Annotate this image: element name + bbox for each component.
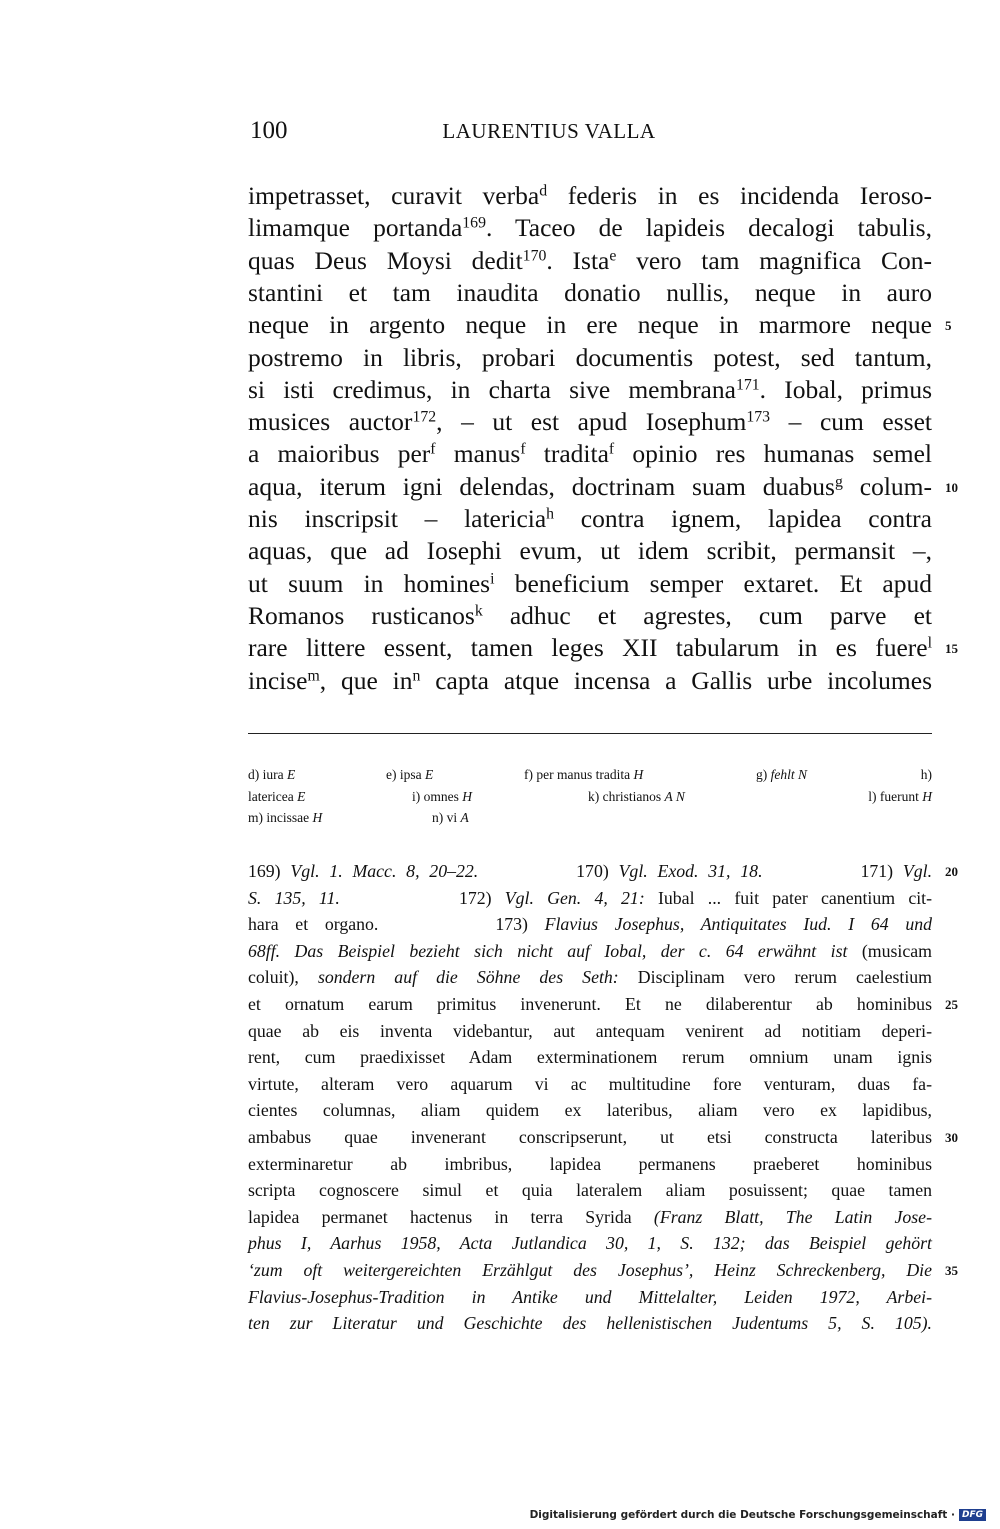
apparatus-entry: h) bbox=[920, 767, 932, 782]
main-text-line: a maioribus per$^f$ manus$^f$ tradita$^f$ opinio res humanas semel bbox=[248, 439, 933, 469]
apparatus-entry: k) christianos A N bbox=[588, 788, 685, 804]
apparatus-entry: latericea E bbox=[248, 788, 306, 804]
line-number: 35 bbox=[945, 1263, 958, 1278]
line-number: 25 bbox=[945, 997, 958, 1012]
line-number: 30 bbox=[945, 1130, 958, 1145]
main-text-line: aquas, que ad Iosephi evum, ut idem scribit, permansit –, bbox=[248, 536, 932, 566]
footer-text: Digitalisierung gefördert durch die Deutsche Forschungsgemeinschaft · bbox=[529, 1509, 955, 1521]
main-text-line: ut suum in homines$^i$ beneficium semper extaret. Et apud bbox=[248, 568, 932, 598]
line-number: 15 bbox=[945, 641, 958, 657]
apparatus-divider bbox=[248, 733, 932, 734]
main-text-line: musices auctor$^{172}$, – ut est apud Iosephum$^{173}$ – cum esset bbox=[248, 407, 932, 437]
apparatus-line bbox=[248, 764, 932, 786]
footnote-line: quae ab eis inventa videbantur, aut antequam venirent ad notitiam deperi- bbox=[248, 1020, 932, 1041]
main-text-line: quas Deus Moysi dedit$^{170}$. Ista$^e$ vero tam magnifica Con- bbox=[248, 245, 932, 275]
apparatus-entry: f) per manus tradita H bbox=[524, 767, 644, 782]
line-number: 20 bbox=[945, 864, 958, 879]
main-text-line: Romanos rusticanos$^k$ adhuc et agrestes, cum parve et bbox=[248, 600, 932, 630]
apparatus-entry: g) fehlt N bbox=[756, 767, 807, 782]
footnote-line: virtute, alteram vero aquarum vi ac multitudine fore venturam, duas fa- bbox=[248, 1073, 932, 1094]
footnote-line: rent, cum praedixisset Adam exterminationem rerum omnium unam ignis bbox=[248, 1047, 932, 1068]
footnote-line: lapidea permanet hactenus in terra Syrida (Franz Blatt, The Latin Jose- bbox=[248, 1206, 932, 1227]
footnote-line: ten zur Literatur und Geschichte des hellenistischen Judentums 5, S. 105). bbox=[248, 1313, 932, 1334]
main-text-line: nis inscripsit – latericia$^h$ contra ignem, lapidea contra bbox=[248, 504, 932, 533]
line-number: 10 bbox=[945, 479, 958, 495]
footnote-line: exterminaretur ab imbribus, lapidea permanens praeberet hominibus bbox=[248, 1153, 932, 1174]
line-number: 5 bbox=[945, 318, 952, 334]
footnote-line: et ornatum earum primitus invenerunt. Et ne dilaberentur ab hominibus bbox=[248, 994, 932, 1014]
main-text-line: neque in argento neque in ere neque in marmore neque bbox=[248, 310, 932, 340]
apparatus-entry: l) fuerunt H bbox=[868, 788, 932, 804]
main-text-line: stantini et tam inaudita donatio nullis, neque in auro bbox=[248, 277, 932, 307]
footnote-line: 169) Vgl. 1. Macc. 8, 20–22. 170) Vgl. Exod. 31, 18. 171) Vgl. bbox=[248, 861, 933, 881]
apparatus-entry: n) vi A bbox=[432, 810, 469, 825]
main-text-line: incise$^m$, que $in^n$ capta atque incensa a Gallis urbe incolumes bbox=[248, 665, 932, 695]
apparatus-entry: d) iura E bbox=[248, 767, 296, 782]
apparatus-line bbox=[248, 786, 932, 808]
apparatus-line bbox=[248, 807, 932, 829]
footnote-line: 68ff. Das Beispiel bezieht sich nicht auf Iobal, der c. 64 erwähnt ist (musicam bbox=[248, 940, 932, 961]
footnote-line: scripta cognoscere simul et quia lateralem aliam posuissent; quae tamen bbox=[248, 1180, 932, 1201]
apparatus-entry: e) ipsa E bbox=[386, 767, 434, 782]
footnote-line: cientes columnas, aliam quidem ex lateribus, aliam vero ex lapidibus, bbox=[248, 1100, 932, 1121]
digitization-footer bbox=[530, 1509, 986, 1521]
footnote-line: ambabus quae invenerant conscripserunt, ut etsi constructa lateribus bbox=[248, 1127, 932, 1147]
apparatus-entry: i) omnes H bbox=[412, 788, 472, 804]
dfg-logo: DFG bbox=[959, 1509, 986, 1521]
main-text-line: impetrasset, curavit verba$^d$ federis in es incidenda Ieroso- bbox=[248, 181, 933, 210]
apparatus-entry: m) incissae H bbox=[248, 810, 323, 825]
running-title: LAURENTIUS VALLA bbox=[442, 119, 656, 143]
footnote-line: coluit), sondern auf die Söhne des Seth: Disciplinam vero rerum caelestium bbox=[248, 967, 932, 988]
footnote-line: hara et organo. 173) Flavius Josephus, Antiquitates Iud. I 64 und bbox=[248, 914, 932, 935]
main-text-line: si isti credimus, in charta sive membrana$^{171}$. Iobal, primus bbox=[248, 374, 933, 404]
page-number: 100 bbox=[250, 117, 288, 144]
footnote-line: ‘zum oft weitergereichten Erzählgut des Josephus’, Heinz Schreckenberg, Die bbox=[248, 1260, 932, 1280]
main-text-line: limamque portanda$^{169}$. Taceo de lapideis decalogi tabulis, bbox=[248, 213, 932, 243]
main-text-line: rare littere essent, tamen leges XII tabularum in es fuere$^l$ bbox=[248, 633, 932, 663]
main-text-line: postremo in libris, probari documentis potest, sed tantum, bbox=[248, 342, 932, 372]
footnote-line: Flavius-Josephus-Tradition in Antike und Mittelalter, Leiden 1972, Arbei- bbox=[248, 1286, 932, 1307]
footnote-line: phus I, Aarhus 1958, Acta Jutlandica 30, 1, S. 132; das Beispiel gehört bbox=[248, 1233, 932, 1254]
footnote-line: S. 135, 11. 172) Vgl. Gen. 4, 21: Iubal ... fuit pater canentium cit- bbox=[248, 887, 933, 908]
main-text-line: aqua, iterum igni delendas, doctrinam suam duabus$^g$ colum- bbox=[248, 471, 932, 501]
